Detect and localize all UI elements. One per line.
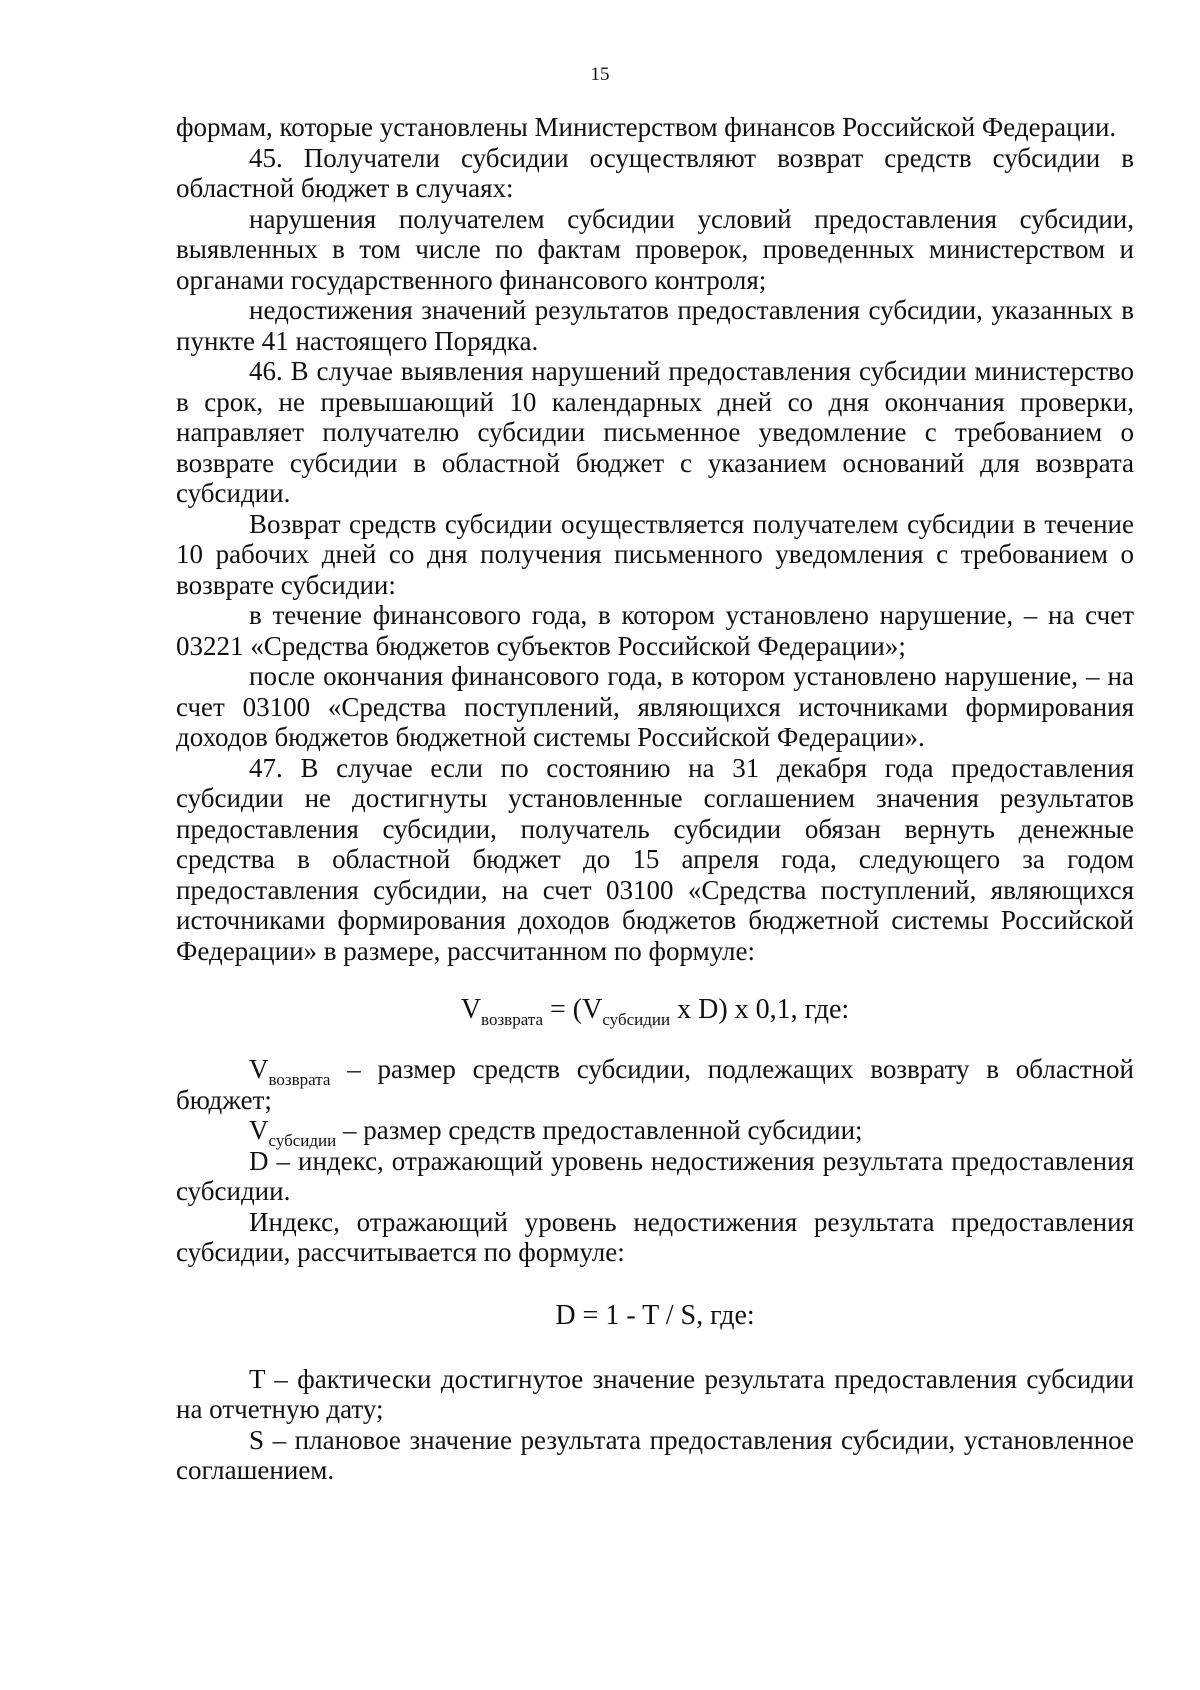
page-number: 15 — [590, 64, 610, 85]
definition-v-return — [176, 1054, 1134, 1115]
formula-sub-subsidy: субсидии — [602, 1010, 671, 1029]
definition-text: – размер средств субсидии, подлежащих возврату в областной бюджет; — [176, 1054, 1134, 1115]
definition-text: – размер средств предоставленной субсидии; — [336, 1115, 863, 1145]
paragraph-45: 45. Получатели субсидии осуществляют возврат средств субсидии в областной бюджет в случаях: — [176, 142, 1134, 203]
paragraph-47: 47. В случае если по состоянию на 31 декабря года предоставления субсидии не достигнуты установленные соглашением значения результатов предоставления субсидии, получатель субсидии обязан вернуть денежные средства в областной бюджет до 15 апреля года, следующего за годом предоставления субсидии, на счет 03100 «Средства поступлений, являющихся источниками формирования доходов бюджетов бюджетной системы Российской Федерации» в размере, рассчитанном по формуле: — [176, 752, 1134, 966]
document-body — [176, 112, 1134, 1486]
formula-eq-open: = ( — [543, 994, 583, 1025]
paragraph: в течение финансового года, в котором установлено нарушение, – на счет 03221 «Средства бюджетов субъектов Российской Федерации»; — [176, 600, 1134, 661]
paragraph: Возврат средств субсидии осуществляется получателем субсидии в течение 10 рабочих дней со дня получения письменного уведомления с требованием о возврате субсидии: — [176, 508, 1134, 600]
return-formula — [176, 992, 1134, 1028]
formula-sub-return: возврата — [481, 1010, 543, 1029]
formula-v-symbol: V — [582, 994, 603, 1025]
paragraph: недостижения значений результатов предоставления субсидии, указанных в пункте 41 настоящего Порядка. — [176, 295, 1134, 356]
definition-t: T – фактически достигнутое значение результата предоставления субсидии на отчетную дату; — [176, 1363, 1134, 1424]
definition-v-subsidy — [176, 1115, 1134, 1150]
index-formula: D = 1 - T / S, где: — [555, 1299, 755, 1331]
paragraph-46: 46. В случае выявления нарушений предоставления субсидии министерство в срок, не превышающий 10 календарных дней со дня окончания проверки, направляет получателю субсидии письменное уведомление с требованием о возврате субсидии в областной бюджет с указанием оснований для возврата субсидии. — [176, 356, 1134, 508]
definition-symbol: V — [249, 1115, 269, 1145]
definition-sub-subsidy: субсидии — [268, 1131, 337, 1150]
definition-symbol: V — [249, 1054, 269, 1084]
paragraph: формам, которые установлены Министерством финансов Российской Федерации. — [176, 112, 1117, 142]
definition-s: S – плановое значение результата предоставления субсидии, установленное соглашением. — [176, 1424, 1134, 1485]
formula-tail: x D) x 0,1, где: — [670, 994, 850, 1025]
formula-v-symbol: V — [460, 994, 482, 1025]
paragraph: нарушения получателем субсидии условий предоставления субсидии, выявленных в том числе по фактам проверок, проведенных министерством и органами государственного финансового контроля; — [176, 203, 1134, 295]
paragraph: после окончания финансового года, в котором установлено нарушение, – на счет 03100 «Средства поступлений, являющихся источниками формирования доходов бюджетов бюджетной системы Российской Федерации». — [176, 661, 1134, 752]
definition-sub-return: возврата — [268, 1070, 331, 1089]
definition-d: D – индекс, отражающий уровень недостижения результата предоставления субсидии. — [176, 1145, 1134, 1206]
paragraph: Индекс, отражающий уровень недостижения результата предоставления субсидии, рассчитывается по формуле: — [176, 1206, 1134, 1267]
